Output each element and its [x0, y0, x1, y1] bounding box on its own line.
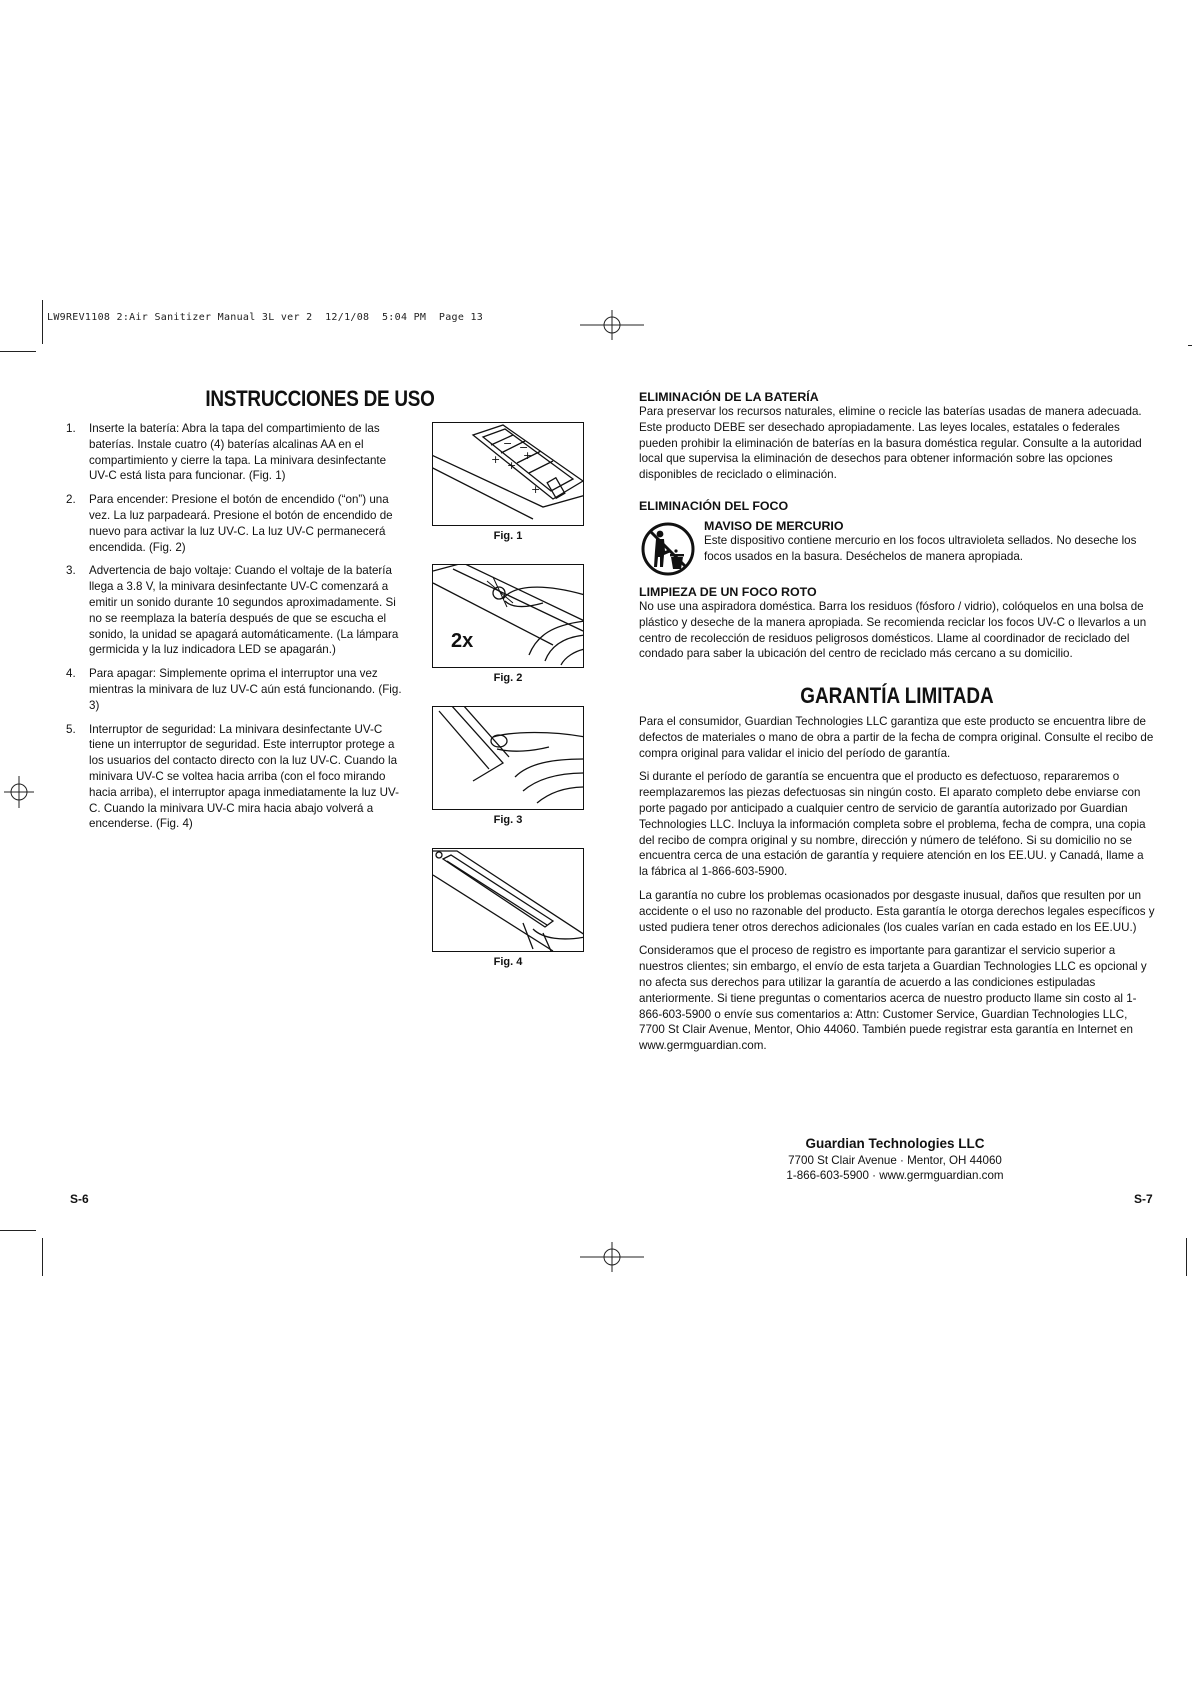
warranty-paragraph: Para el consumidor, Guardian Technologies LLC garantiza que este producto se encuentra libre de defectos de materiales o mano de obra a partir de la fecha de compra original. Consulte el recibo de compra original para validar el inicio del período de garantía. — [639, 715, 1154, 760]
crop-mark — [42, 1238, 43, 1276]
figure-caption: Fig. 4 — [493, 956, 523, 968]
registration-mark-left — [4, 776, 34, 808]
svg-text:+: + — [507, 459, 517, 472]
registration-mark-bottom — [580, 1242, 644, 1272]
crop-mark — [1188, 345, 1192, 346]
broken-bulb-text: No use una aspiradora doméstica. Barra los residuos (fósforo / vidrio), colóquelos en una bolsa de plástico y deseche de la manera apropiada. Se recomienda reciclar los focos UV-C o llevarlos a un centro de recolección de residuos peligrosos domésticos. Llame al coordinador de reciclado del condado para saber la ubicación del centro de reciclado más cercano a su domicilio. — [639, 600, 1147, 661]
printer-slug: LW9REV1108 2:Air Sanitizer Manual 3L ver 2 12/1/08 5:04 PM Page 13 — [47, 312, 484, 323]
list-item: 2. Para encender: Presione el botón de encendido (“on”) una vez. La luz parpadeará. Presione el botón de encendido de nuevo para activar la luz UV-C. La luz UV-C permanecerá encendida. (Fig. 2) — [66, 493, 393, 554]
bulb-disposal-section — [639, 499, 1155, 513]
figure-1 — [432, 422, 584, 542]
figure-4 — [432, 848, 584, 968]
instruction-steps-list — [66, 421, 402, 840]
broken-bulb-section — [639, 585, 1155, 662]
warranty-title: GARANTÍA LIMITADA — [800, 683, 994, 708]
bulb-disposal-heading: ELIMINACIÓN DEL FOCO — [639, 499, 789, 513]
broken-bulb-heading: LIMPIEZA DE UN FOCO ROTO — [639, 585, 817, 599]
battery-disposal-text: Para preservar los recursos naturales, elimine o recicle las baterías usadas de manera adecuada. Este producto DEBE ser desechado apropiadamente. Las leyes locales, estatales o federales pueden prohibir la eliminación de baterías en la basura doméstica regular. Consulte a la autoridad local que supervisa la eliminación de desechos para obtener información sobre las opciones disponibles de reciclado o eliminación. — [639, 405, 1142, 482]
page-number-left: S-6 — [70, 1192, 89, 1206]
switch-off-illustration — [432, 706, 584, 810]
svg-text:+: + — [523, 449, 533, 462]
mercury-text: Este dispositivo contiene mercurio en los focos ultravioleta sellados. No deseche los focos usados en la basura. Deséchelos de manera apropiada. — [704, 534, 1137, 563]
company-info — [760, 1135, 1030, 1184]
page-title-instructions: INSTRUCCIONES DE USO — [205, 386, 435, 411]
battery-disposal-section — [639, 390, 1155, 483]
svg-text:−: − — [519, 441, 529, 454]
page-number-right: S-7 — [1134, 1192, 1153, 1206]
crop-mark — [0, 351, 36, 352]
svg-text:−: − — [503, 437, 513, 450]
mercury-notice — [704, 519, 1160, 565]
mercury-heading: MAVISO DE MERCURIO — [704, 519, 844, 533]
figure-caption: Fig. 3 — [493, 814, 523, 826]
company-address: 7700 St Clair Avenue · Mentor, OH 44060 — [788, 1154, 1002, 1167]
registration-mark-top — [580, 310, 644, 340]
warranty-paragraph: La garantía no cubre los problemas ocasionados por desgaste inusual, daños que resulten por un accidente o el uso no razonable del producto. Esta garantía le otorga derechos legales específicos y usted pudiera tener otros derechos adicionales (los cuales varían en cada estado en los EE.UU.) — [639, 888, 1155, 934]
crop-mark — [42, 300, 43, 344]
company-name: Guardian Technologies LLC — [805, 1136, 985, 1151]
company-contact: 1-866-603-5900 · www.germguardian.com — [786, 1169, 1004, 1183]
battery-disposal-heading: ELIMINACIÓN DE LA BATERÍA — [639, 390, 819, 404]
figure-caption: Fig. 1 — [493, 530, 523, 542]
svg-text:+: + — [491, 453, 501, 466]
wand-orientation-illustration — [432, 848, 584, 952]
battery-compartment-illustration — [432, 422, 584, 526]
warranty-body — [639, 714, 1155, 1054]
warranty-paragraph: Si durante el período de garantía se encuentra que el producto es defectuoso, repararemos o reemplazaremos las piezas defectuosas sin ningún costo. El aparato completo debe enviarse con porte pagado por anticipado a cualquier centro de servicio de garantía autorizado por Guardian Technologies LLC. Incluya la información completa sobre el problema, fecha de compra, una copia del recibo de compra original y su nombre, dirección y número de teléfono. Si su domicilio no se encuentra cerca de una estación de garantía y requiere atención en los EE.UU. y Canadá, llame a la fábrica al 1-866-603-5900. — [639, 770, 1146, 879]
warranty-paragraph: Consideramos que el proceso de registro es importante para garantizar el servicio superior a nuestros clientes; sin embargo, el envío de esta tarjeta a Guardian Technologies LLC es opcional y no afecta sus derechos para utilizar la garantía de acuerdo a las condiciones estipuladas anteriormente. Si tiene preguntas o comentarios acerca de nuestro producto llame sin costo al 1-866-603-5900 o envíe sus comentarios a: Attn: Customer Service, Guardian Technologies LLC, 7700 St Clair Avenue, Mentor, Ohio 44060. También puede registrar esta garantía en Internet en www.germguardian.com. — [639, 944, 1147, 1053]
list-item: 3. Advertencia de bajo voltaje: Cuando el voltaje de la batería llega a 3.8 V, la minivara desinfectante UV-C comenzará a emitir un sonido durante 10 segundos aproximadamente. Si no se reemplaza la batería después de que se escucha el sonido, la unidad se apagará automáticamente. (La lámpara germicida y la luz indicadora LED se apagarán.) — [66, 564, 399, 657]
press-twice-label: 2x — [451, 630, 474, 652]
crop-mark — [0, 1230, 36, 1231]
crop-mark — [1186, 1238, 1187, 1276]
power-button-illustration — [432, 564, 584, 668]
figure-2 — [432, 564, 584, 684]
list-item: 4. Para apagar: Simplemente oprima el interruptor una vez mientras la minivara de luz UV-C aún está funcionando. (Fig. 3) — [66, 667, 402, 712]
list-item: 5. Interruptor de seguridad: La minivara desinfectante UV-C tiene un interruptor de seguridad. Este interruptor protege a los usuarios del contacto directo con la luz UV-C. Cuando la minivara UV-C se voltea hacia arriba (con el foco mirando hacia arriba), el interruptor apaga inmediatamente la luz UV-C. Cuando la minivara UV-C mira hacia abajo volverá a encenderse. (Fig. 4) — [66, 722, 399, 831]
figure-caption: Fig. 2 — [493, 672, 523, 684]
no-trash-icon — [640, 521, 696, 577]
svg-text:+: + — [531, 483, 541, 496]
list-item: 1. Inserte la batería: Abra la tapa del compartimiento de las baterías. Instale cuatro (4) baterías alcalinas AA en el compartimiento y cierre la tapa. La minivara desinfectante UV-C está lista para funcionar. (Fig. 1) — [66, 422, 387, 483]
figure-3 — [432, 706, 584, 826]
